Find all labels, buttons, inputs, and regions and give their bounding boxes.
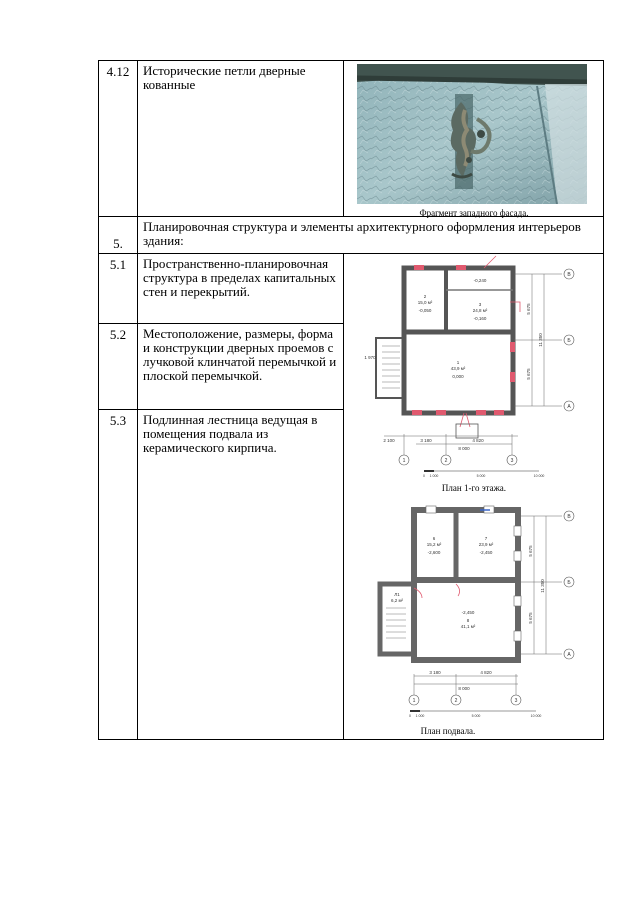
svg-text:3: 3 [514, 698, 518, 704]
table-row [99, 61, 604, 217]
svg-text:0: 0 [423, 474, 425, 478]
row-text: Пространственно-планировочная структура в пределах капитальных стен и перекрытий. [138, 254, 344, 324]
svg-text:24,8 м²: 24,8 м² [472, 308, 488, 313]
svg-text:Л1: Л1 [394, 592, 400, 597]
row-number: 5. [99, 217, 138, 254]
row-number: 5.1 [99, 254, 138, 324]
svg-text:23,9 м²: 23,9 м² [478, 542, 494, 547]
svg-text:2: 2 [444, 458, 448, 464]
row-number: 5.3 [99, 410, 138, 740]
svg-text:1: 1 [456, 360, 460, 365]
svg-text:2: 2 [454, 698, 458, 704]
svg-text:43,9 м²: 43,9 м² [450, 366, 466, 371]
svg-text:11 350: 11 350 [538, 333, 543, 347]
svg-text:6: 6 [432, 536, 436, 541]
table-row [99, 254, 604, 324]
row-text: Исторические петли дверные кованные [138, 61, 344, 217]
svg-text:-2,450: -2,450 [461, 610, 475, 615]
svg-text:-0,240: -0,240 [473, 278, 487, 283]
svg-text:A: A [567, 652, 571, 658]
svg-text:Б: Б [567, 580, 571, 586]
svg-text:3 180: 3 180 [429, 670, 441, 675]
basement-plan [344, 496, 604, 738]
svg-text:1 970: 1 970 [364, 355, 376, 360]
svg-text:5 675: 5 675 [526, 303, 531, 315]
row-text: Подлинная лестница ведущая в помещения подвала из керамического кирпича. [138, 410, 344, 740]
svg-text:2 100: 2 100 [383, 438, 395, 443]
svg-text:2: 2 [423, 294, 427, 299]
svg-text:A: A [567, 404, 571, 410]
monument-subject-table [98, 60, 604, 740]
svg-text:11 350: 11 350 [540, 579, 545, 593]
svg-text:8 000: 8 000 [458, 686, 470, 691]
svg-text:-2,450: -2,450 [479, 550, 493, 555]
svg-text:Б: Б [567, 338, 571, 344]
row-text: Местоположение, размеры, форма и конструкции дверных проемов с лучковой клинчатой перемычкой и плоской перемычкой. [138, 324, 344, 410]
svg-text:4 820: 4 820 [480, 670, 492, 675]
svg-text:4 820: 4 820 [472, 438, 484, 443]
svg-text:8: 8 [466, 618, 470, 623]
svg-text:0: 0 [409, 714, 411, 718]
photo-cell [344, 61, 604, 217]
svg-text:-0,160: -0,160 [473, 316, 487, 321]
row-number: 4.12 [99, 61, 138, 217]
svg-text:3: 3 [478, 302, 482, 307]
plans-cell [344, 254, 604, 740]
plan-caption: План подвала. [420, 726, 476, 736]
svg-text:5 000: 5 000 [471, 714, 481, 718]
svg-text:В: В [567, 514, 571, 520]
svg-text:1 000: 1 000 [415, 714, 425, 718]
svg-text:1: 1 [402, 458, 406, 464]
svg-text:10 000: 10 000 [530, 714, 542, 718]
scale-bar [423, 470, 544, 478]
svg-text:В: В [567, 272, 571, 278]
svg-text:3: 3 [510, 458, 514, 464]
svg-text:10 000: 10 000 [533, 474, 545, 478]
row-text: Планировочная структура и элементы архитектурного оформления интерьеров здания: [138, 217, 604, 254]
svg-text:1: 1 [412, 698, 416, 704]
svg-text:-2,600: -2,600 [427, 550, 441, 555]
plan-walls [380, 510, 518, 660]
svg-text:-0,050: -0,050 [418, 308, 432, 313]
svg-text:15,2 м²: 15,2 м² [426, 542, 442, 547]
scale-bar [409, 710, 541, 718]
plan-caption: План 1-го этажа. [441, 483, 507, 493]
svg-text:5 675: 5 675 [528, 612, 533, 624]
dimension-lines [384, 274, 562, 462]
door-hinge-photo [357, 64, 587, 204]
svg-text:15,0 м²: 15,0 м² [417, 300, 433, 305]
table-row [99, 217, 604, 254]
first-floor-plan [344, 254, 604, 496]
svg-text:0,000: 0,000 [452, 374, 464, 379]
svg-text:1 000: 1 000 [429, 474, 439, 478]
plan-windows [412, 265, 515, 415]
svg-text:5 675: 5 675 [526, 368, 531, 380]
row-number: 5.2 [99, 324, 138, 410]
svg-text:41,1 м²: 41,1 м² [460, 624, 476, 629]
svg-text:3 180: 3 180 [420, 438, 432, 443]
svg-text:6,2 м²: 6,2 м² [390, 598, 404, 603]
photo-caption: Фрагмент западного фасада. [419, 208, 529, 218]
svg-text:7: 7 [484, 536, 488, 541]
plan-walls [376, 268, 513, 413]
svg-text:5 000: 5 000 [476, 474, 486, 478]
svg-text:8 000: 8 000 [458, 446, 470, 451]
svg-text:5 675: 5 675 [528, 545, 533, 557]
